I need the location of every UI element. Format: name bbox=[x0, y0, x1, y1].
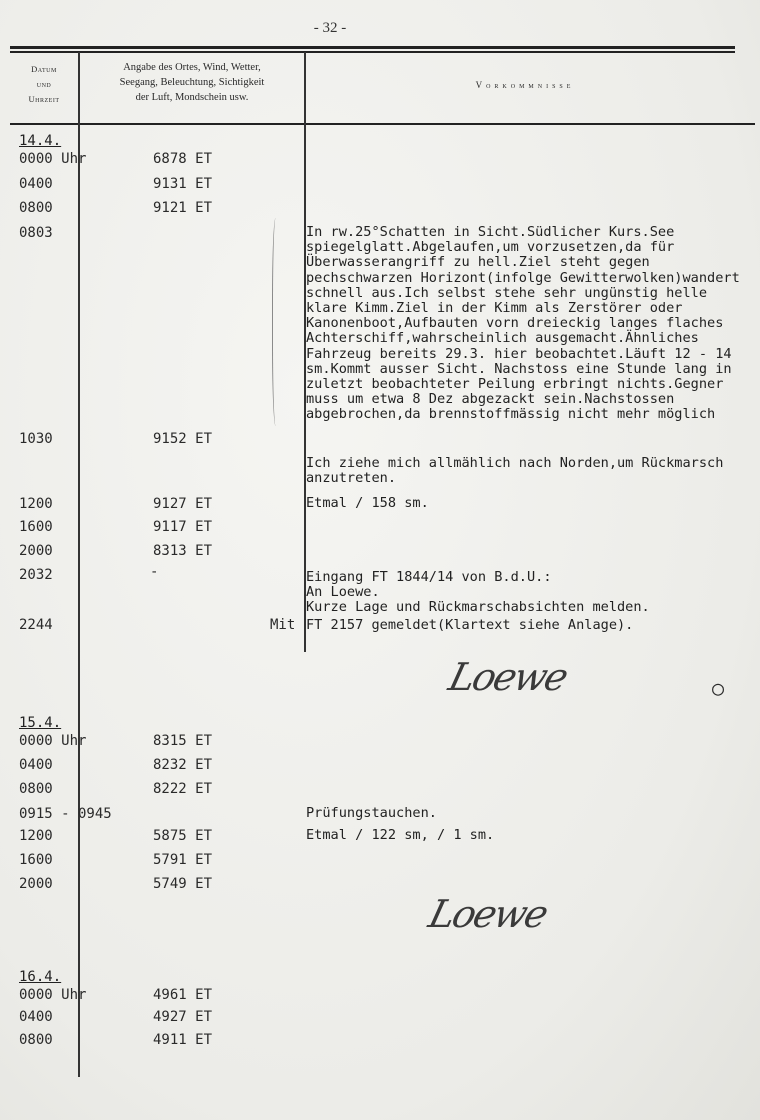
log-time: 0400 bbox=[19, 757, 53, 773]
log-position: 9127 ET bbox=[153, 496, 213, 512]
header-bottom-rule bbox=[10, 123, 755, 125]
log-position: 9117 ET bbox=[153, 519, 213, 535]
log-note: FT 2157 gemeldet(Klartext siehe Anlage). bbox=[306, 617, 634, 633]
log-position: 8313 ET bbox=[153, 543, 213, 559]
log-time: 0800 bbox=[19, 200, 53, 216]
log-position: Mit bbox=[270, 617, 296, 633]
log-position: 6878 ET bbox=[153, 151, 213, 167]
date-label: 15.4. bbox=[19, 715, 62, 731]
log-position: 4927 ET bbox=[153, 1009, 213, 1025]
log-time: 0400 bbox=[19, 1009, 53, 1025]
date-label: 16.4. bbox=[19, 969, 62, 985]
log-time: 1030 bbox=[19, 431, 53, 447]
log-time: 1600 bbox=[19, 519, 53, 535]
log-time: 0400 bbox=[19, 176, 53, 192]
header-top-rule bbox=[10, 46, 735, 49]
header-vorkommnisse: Vorkommnisse bbox=[475, 80, 575, 90]
signature: Loewe bbox=[424, 892, 552, 936]
log-time: 2000 bbox=[19, 876, 53, 892]
date-label: 14.4. bbox=[19, 133, 62, 149]
log-position: 9131 ET bbox=[153, 176, 213, 192]
log-position: 5749 ET bbox=[153, 876, 213, 892]
log-time: 0800 bbox=[19, 1032, 53, 1048]
header-top-rule-2 bbox=[10, 51, 735, 53]
log-time: 0000 Uhr bbox=[19, 151, 87, 167]
log-time: 2032 bbox=[19, 567, 53, 583]
header-angabe: Angabe des Ortes, Wind, Wetter, Seegang, Beleuchtung, Sichtigkeit der Luft, Mondschein usw. bbox=[119, 62, 265, 103]
log-position: - bbox=[150, 564, 159, 580]
mark-circle-icon: ○ bbox=[712, 676, 725, 700]
log-time: 1200 bbox=[19, 828, 53, 844]
log-note: Ich ziehe mich allmählich nach Norden,um Rückmarsch anzutreten. bbox=[306, 455, 724, 487]
log-position: 9152 ET bbox=[153, 431, 213, 447]
log-position: 5875 ET bbox=[153, 828, 213, 844]
log-time: 0803 bbox=[19, 225, 53, 241]
log-time: 1200 bbox=[19, 496, 53, 512]
log-time: 0915 - 0945 bbox=[19, 806, 112, 822]
log-note: Prüfungstauchen. bbox=[306, 805, 437, 821]
log-time: 0000 Uhr bbox=[19, 987, 87, 1003]
log-time: 1600 bbox=[19, 852, 53, 868]
signature: Loewe bbox=[444, 655, 572, 699]
log-position: 4911 ET bbox=[153, 1032, 213, 1048]
log-position: 5791 ET bbox=[153, 852, 213, 868]
log-note: In rw.25°Schatten in Sicht.Südlicher Kurs.See spiegelglatt.Abgelaufen,um vorzusetzen,da für Überwasserangriff zu hell.Ziel steht gegen pechschwarzen Horizont(infolge Gewitterwolken)wandert schnell aus.Ich selbst stehe sehr ungünstig helle klare Kimm.Ziel in der Kimm als Zerstörer oder Kanonenboot,Aufbauten vorn dreieckig langes flaches Achterschiff,wahrscheinlich ausgemacht.Ähnliches Fahrzeug bereits 29.3. hier beobachtet.Läuft 12 - 14 sm.Kommt ausser Sicht. Nachstoss eine Stunde lang in zuletzt beobachteter Peilung erbringt nichts.Gegner muss um etwa 8 Dez abgezackt sein.Nachstossen abgebrochen,da brennstoffmässig nicht mehr möglich bbox=[306, 224, 740, 423]
log-position: 9121 ET bbox=[153, 200, 213, 216]
log-time: 0000 Uhr bbox=[19, 733, 87, 749]
log-note: Etmal / 158 sm. bbox=[306, 495, 429, 511]
log-time: 2000 bbox=[19, 543, 53, 559]
log-note: Eingang FT 1844/14 von B.d.U.: An Loewe. Kurze Lage und Rückmarschabsichten melden. bbox=[306, 569, 650, 616]
log-position: 8232 ET bbox=[153, 757, 213, 773]
page-number: - 32 - bbox=[313, 20, 347, 36]
log-time: 2244 bbox=[19, 617, 53, 633]
log-position: 4961 ET bbox=[153, 987, 213, 1003]
header-datum: Datum und Uhrzeit bbox=[28, 64, 60, 104]
column-divider-1 bbox=[78, 52, 80, 1077]
log-position: 8315 ET bbox=[153, 733, 213, 749]
log-note: Etmal / 122 sm, / 1 sm. bbox=[306, 827, 495, 843]
log-position: 8222 ET bbox=[153, 781, 213, 797]
log-time: 0800 bbox=[19, 781, 53, 797]
pencil-mark bbox=[272, 218, 281, 426]
